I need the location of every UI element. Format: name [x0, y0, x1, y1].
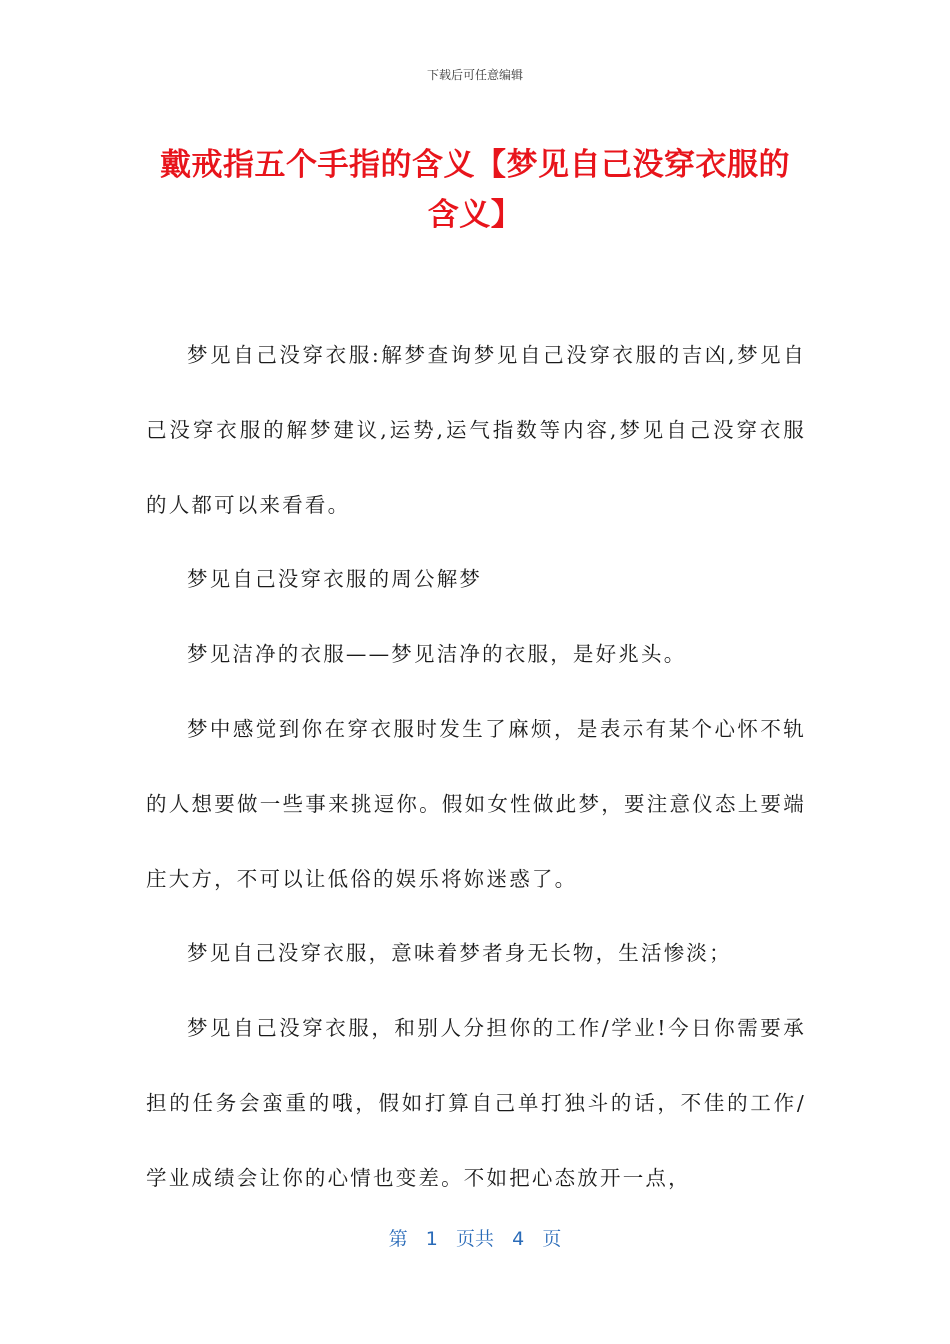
paragraph: 梦见自己没穿衣服:解梦查询梦见自己没穿衣服的吉凶,梦见自己没穿衣服的解梦建议,运势,运气指数等内容,梦见自己没穿衣服的人都可以来看看。 — [146, 343, 806, 517]
page-number-footer — [0, 1224, 950, 1251]
paragraph: 梦见自己没穿衣服的周公解梦 — [187, 567, 483, 592]
current-page-number: 1 — [425, 1228, 438, 1250]
paragraph: 梦见洁净的衣服——梦见洁净的衣服，是好兆头。 — [187, 642, 687, 667]
page-label-prefix: 第 — [388, 1228, 408, 1250]
total-pages-number: 4 — [512, 1228, 525, 1250]
document-title: 戴戒指五个手指的含义【梦见自己没穿衣服的含义】 — [160, 147, 790, 233]
paragraph: 梦见自己没穿衣服，和别人分担你的工作/学业!今日你需要承担的任务会蛮重的哦，假如打算自己单打独斗的话，不佳的工作/学业成绩会让你的心情也变差。不如把心态放开一点， — [146, 1016, 806, 1190]
document-body — [146, 318, 806, 1216]
page-label-mid: 页共 — [455, 1228, 494, 1250]
paragraph: 梦见自己没穿衣服，意味着梦者身无长物，生活惨淡； — [187, 941, 732, 966]
page-label-suffix: 页 — [542, 1228, 562, 1250]
header-note: 下载后可任意编辑 — [426, 68, 523, 82]
paragraph: 梦中感觉到你在穿衣服时发生了麻烦，是表示有某个心怀不轨的人想要做一些事来挑逗你。假如女性做此梦，要注意仪态上要端庄大方，不可以让低俗的娱乐将妳迷惑了。 — [146, 716, 806, 891]
